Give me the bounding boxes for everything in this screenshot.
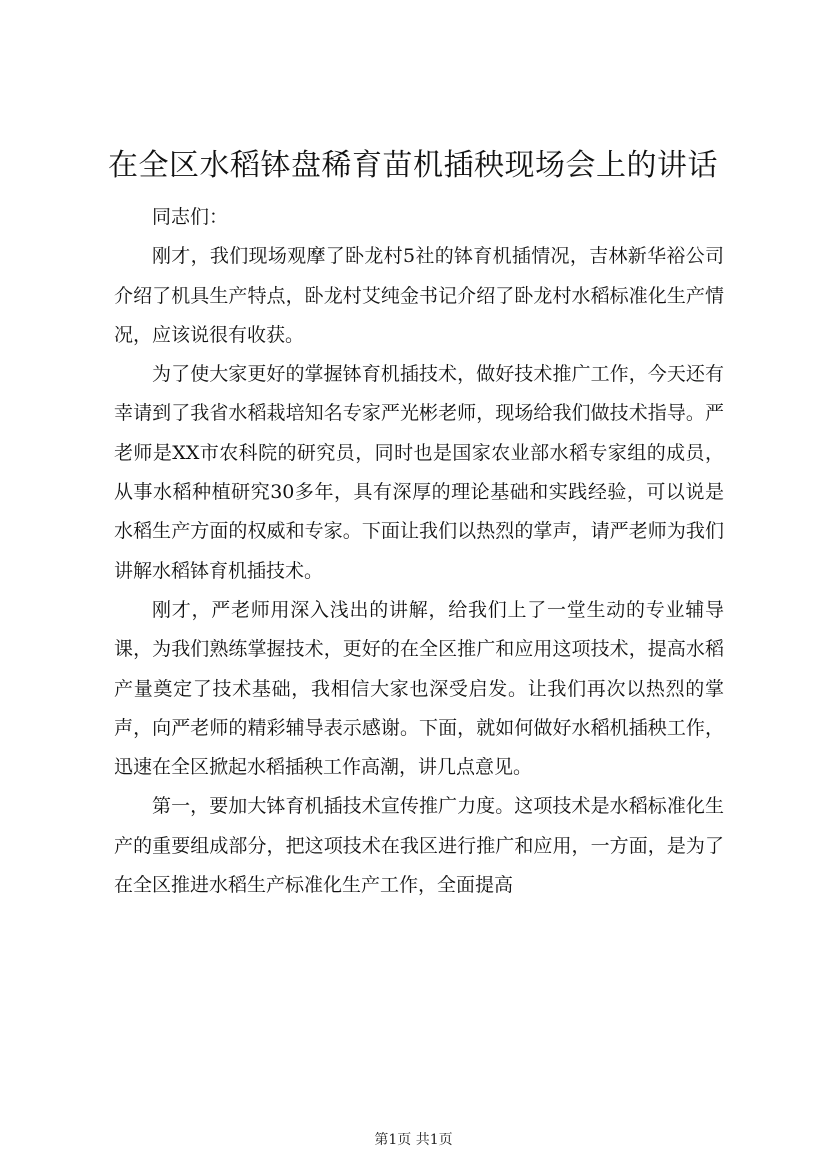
body-paragraph: 为了使大家更好的掌握钵育机插技术，做好技术推广工作，今天还有幸请到了我省水稻栽培知名专家严光彬老师，现场给我们做技术指导。严老师是XX市农科院的研究员，同时也是国家农业部水稻专家组的成员，从事水稻种植研究30多年，具有深厚的理论基础和实践经验，可以说是水稻生产方面的权威和专家。下面让我们以热烈的掌声，请严老师为我们讲解水稻钵育机插技术。	[114, 363, 724, 582]
body-paragraph: 刚才，严老师用深入浅出的讲解，给我们上了一堂生动的专业辅导课，为我们熟练掌握技术，更好的在全区推广和应用这项技术，提高水稻产量奠定了技术基础，我相信大家也深受启发。让我们再次以热烈的掌声，向严老师的精彩辅导表示感谢。下面，就如何做好水稻机插秧工作，迅速在全区掀起水稻插秧工作高潮，讲几点意见。	[114, 598, 724, 779]
page-footer: 第1页 共1页	[374, 1132, 453, 1148]
document-body	[114, 198, 724, 905]
salutation-paragraph: 同志们：	[152, 206, 229, 228]
body-paragraph: 第一，要加大钵育机插技术宣传推广力度。这项技术是水稻标准化生产的重要组成部分，把这项技术在我区进行推广和应用，一方面，是为了在全区推进水稻生产标准化生产工作，全面提高	[114, 795, 724, 897]
body-paragraph: 刚才，我们现场观摩了卧龙村5社的钵育机插情况，吉林新华裕公司介绍了机具生产特点，卧龙村艾纯金书记介绍了卧龙村水稻标准化生产情况，应该说很有收获。	[114, 245, 724, 346]
document-title: 在全区水稻钵盘稀育苗机插秧现场会上的讲话	[108, 148, 718, 183]
